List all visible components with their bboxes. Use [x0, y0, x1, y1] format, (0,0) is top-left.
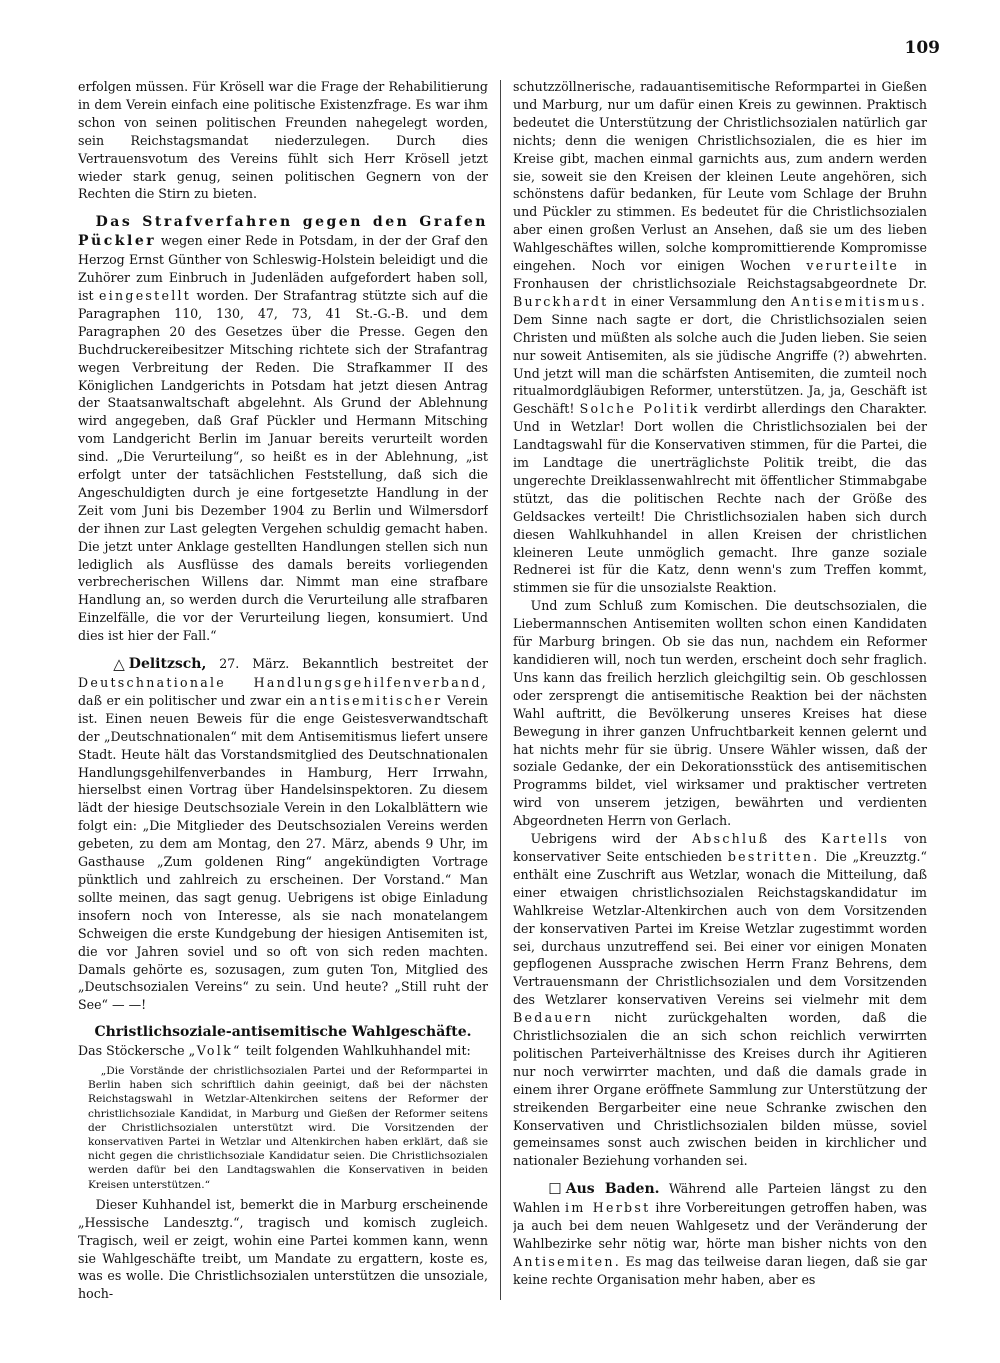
- article-wahlgeschaefte-text-b: teilt folgenden Wahlkuhhandel mit:: [245, 1043, 471, 1059]
- square-icon: ☐: [548, 1180, 562, 1199]
- article-wahlgeschaefte-quote: „Die Vorstände der christlichsozialen Partei und der Reformpartei in Berlin haben sich schriftlich dahin geeinigt, daß bei der nächsten Reichstagswahl in Wetzlar-Altenkirchen seitens der Reformer der christlichsoziale Kandidat, in Marburg und Gießen der Reformer seitens der Christlichsozialen unterstützt wird. Die Vorsitzenden der konservativen Partei in Wetzlar und Altenkirchen haben erklärt, daß sie nicht gegen die christlichsoziale Kandidatur seien. Die Christlichsozialen werden dafür bei den Landtagswahlen die Konservativen in beiden Kreisen unterstützen.“: [88, 1065, 488, 1191]
- baden-text-c: Es mag das teilweise daran liegen, daß sie gar keine rechte Organisation mehr haben, aber es: [513, 1253, 927, 1287]
- continued-text-c: in einer Versammlung den: [613, 293, 786, 309]
- baden-text-a: Während alle Parteien längst zu den Wahlen: [513, 1181, 927, 1216]
- article-wahlgeschaefte-body: Dieser Kuhhandel ist, bemerkt die in Marburg erscheinende „Hessische Landesztg.“, tragisch und komisch zugleich. Tragisch, weil er zeigt, wohin eine Partei kommen kann, wenn sie Wahlgeschäfte treibt, um Mandate zu ergattern, koste es, was es wolle. Die Christlichsozialen unterstützen die unsoziale, hoch-: [78, 1196, 488, 1302]
- baden-text-b: ihre Vorbereitungen getroffen haben, was ja auch bei dem neuen Wahlgesetz und der Veränderung der Wahlbezirke sehr nötig war, hörte man bisher nichts von den: [513, 1200, 927, 1251]
- article-wahlgeschaefte-spaced: „Volk“: [188, 1043, 242, 1059]
- article-kroesell-end: erfolgen müssen. Für Krösell war die Frage der Rehabilitierung in dem Verein einfach eine politische Existenzfrage. Es war ihm schon von seinen politischen Freunden nahegelegt worden, sein Reichstagsmandat niederzulegen. Durch dies Vertrauensvotum des Vereins fühlt sich Herr Krösell jetzt wieder stark genug, seinen politischen Gegnern von der Rechten die Stirn zu bieten.: [78, 79, 488, 202]
- continued-text-e: verdirbt allerdings den Charakter. Und in Wetzlar! Dort wollen die Christlichsozialen bei der Landtagswahl für die Konservativen stimmen, für die Partei, die im Landtage die unerträglichste Politik treibt, die das ungerechte Dreiklassenwahlrecht mit öffentlicher Stimmabgabe stützt, das die politischen Rechte nach der Größe des Geldsackes verteilt! Die Christlichsozialen haben sich durch diesen Wahlkuhhandel in allen Kreisen der christlichen kleineren Leute unmöglich gemacht. Ihre ganze soziale Rednerei ist für die Katz, denn wenn's zum Treffen kommt, stimmen sie für die unsozialste Reaktion.: [513, 401, 927, 596]
- baden-spaced-a: im Herbst: [565, 1200, 651, 1216]
- article-baden: [513, 1180, 927, 1288]
- kartell-text-e: nicht zurückgehalten worden, daß die Christlichsozialen die an sich schon reichlich verwirrten politischen Parteiverhältnisse des Kreises durch ihr Agitieren nur noch verwirrter machten, und daß die damals grade in einem ihrer Organe eröffnete Sammlung zur Unterstützung der streikenden Bergarbeiter eine neue Schranke zwischen den Konservativen und Christlichsozialen bilden müsse, soviel gemeinsames sonst auch zwischen beiden in kirchlicher und nationaler Beziehung vorhanden sei.: [513, 1010, 927, 1169]
- article-delitzsch-spaced-b: antisemitischer: [309, 692, 443, 708]
- article-baden-headline: Aus Baden.: [565, 1181, 660, 1198]
- article-delitzsch-text-b: daß er ein politischer und zwar ein: [78, 692, 306, 708]
- article-pueckler-spaced: eingestellt: [98, 287, 192, 303]
- article-delitzsch-text-a: Bekanntlich bestreitet der: [302, 656, 488, 672]
- kartell-text-a: Uebrigens wird der: [530, 831, 678, 847]
- kartell-spaced-d: Bedauern: [513, 1010, 594, 1026]
- continued-spaced-b: Burckhardt: [513, 293, 609, 309]
- article-delitzsch-date: 27. März.: [219, 656, 290, 672]
- continued-spaced-c: Antisemitismus.: [790, 293, 927, 309]
- article-kartell: [513, 830, 927, 1170]
- article-pueckler: [78, 213, 488, 645]
- continued-spaced-d: Solche Politik: [579, 401, 700, 417]
- continued-text-b: in Fronhausen der christlichsoziale Reichstagsabgeordnete Dr.: [513, 258, 927, 291]
- page-number: 109: [904, 38, 940, 58]
- triangle-icon: △: [113, 655, 125, 674]
- continued-spaced-a: verurteilte: [806, 258, 900, 274]
- article-wahlgeschaefte-intro: [78, 1042, 488, 1060]
- kartell-spaced-a: Abschluß: [691, 831, 770, 847]
- column-divider: [500, 80, 501, 1300]
- baden-spaced-b: Antisemiten.: [513, 1253, 622, 1269]
- right-column: [513, 78, 927, 1318]
- article-wahlgeschaefte-headline: Christlichsoziale-antisemitische Wahlgeschäfte.: [94, 1024, 472, 1041]
- article-delitzsch-headline: Delitzsch,: [128, 656, 207, 673]
- kartell-text-b: des: [784, 831, 807, 847]
- article-delitzsch-text-c: Verein ist. Einen neuen Beweis für die enge Geistesverwandtschaft der „Deutschnationalen“ mit dem Antisemitismus liefert unsere Stadt. Heute hält das Vorstandsmitglied des Deutschnationalen Handlungsgehilfenverbandes in Hamburg, Herr Irrwahn, hierselbst einen Vortrag über Handelsinspektoren. Zu diesem lädt der hiesige Deutschsoziale Verein in den Lokalblättern wie folgt ein: „Die Mitglieder des Deutschsozialen Vereins werden gebeten, zu dem am Montag, den 27. März, abends 9 Uhr, im Gasthause „Zum goldenen Ring“ angekündigten Vortrage pünktlich und zahlreich zu erscheinen. Der Vorstand.“ Man sollte meinen, das sagt genug. Uebrigens ist obige Einladung insofern noch von Interesse, als sie nach monatelangem Schweigen die erste Kundgebung der hiesigen Antisemiten ist, die vor Jahren soviel und so oft von sich reden machten. Damals gehörte es, sozusagen, zum guten Ton, Mitglied des „Deutschsozialen Vereins“ zu sein. Und heute? „Still ruht der See“ — —!: [78, 692, 488, 1013]
- kartell-spaced-c: bestritten.: [727, 848, 820, 864]
- article-wahlgeschaefte-continued: [513, 78, 927, 597]
- continued-text-d: Dem Sinne nach sagte er dort, die Christlichsozialen seien Christen und müßten als solche auch die Juden lieben. Sie seien nur soweit Antisemiten, als sie jüdische Angriffe (?) abwehrten. Und jetzt will man die schärfsten Antisemiten, die zumteil noch ritualmordgläubigen Reformer, unterstützen. Ja, ja, Geschäft ist Geschäft!: [513, 311, 927, 417]
- article-pueckler-headline: Das Strafverfahren gegen den Grafen Pückler: [78, 214, 488, 250]
- article-wahlgeschaefte-text-a: Das Stöckersche: [78, 1043, 185, 1059]
- article-komisch: Und zum Schluß zum Komischen. Die deutschsozialen, die Liebermannschen Antisemiten wollten schon einen Kandidaten für Marburg bringen. Ob sie das nun, nachdem ein Reformer kandidieren will, noch tun werden, erscheint doch sehr fraglich. Uns kann das freilich herzlich gleichgiltig sein. Ob geschlossen oder zersprengt die antisemitische Reaktion bei der nächsten Wahl auftritt, die Bevölkerung unseres Kreises hat diese Bewegung in ihrer ganzen Unfruchtbarkeit kennen gelernt und hat nichts mehr für sie übrig. Unsere Wähler wissen, daß der soziale Gedanke, der ein Dekorationsstück des antisemitischen Programms bildet, viel wirksamer und praktischer vertreten wird von unserem jetzigen, bewährten und verdienten Abgeordneten Herrn von Gerlach.: [513, 598, 927, 829]
- article-delitzsch-spaced-a: Deutschnationale Handlungsgehilfenverband,: [78, 675, 488, 690]
- article-pueckler-text-a: wegen einer Rede in Potsdam, in der der Graf den Herzog Ernst Günther von Schleswig-Holstein beleidigt und die Zuhörer zum Einbruch in Judenläden aufgefordert haben soll, ist: [78, 233, 488, 303]
- left-column: [78, 78, 488, 1318]
- article-delitzsch: [78, 655, 488, 1014]
- kartell-text-d: Die „Kreuzztg.“ enthält eine Zuschrift aus Wetzlar, wonach die Mitteilung, daß einer etwaigen christlichsozialen Reichstagskandidatur im Wahlkreise Wetzlar-Altenkirchen auch von dem Vorsitzenden der konservativen Partei im Kreise Wetzlar zugestimmt worden sei, durchaus unzutreffend sei. Bei einer vor einigen Monaten gepflogenen Aussprache zwischen Herrn Franz Behrens, dem Vertrauensmann der Christlichsozialen und dem Vorsitzenden des Wetzlarer konservativen Vereins sei vielmehr mit dem: [513, 848, 927, 1008]
- continued-text-a: schutzzöllnerische, radauantisemitische Reformpartei in Gießen und Marburg, nur um dafür einen Kreis zu gewinnen. Praktisch bedeutet die Unterstützung der Christlichsozialen natürlich gar nichts; denn die wenigen Christlichsozialen, die es hier im Kreise gibt, machen einmal garnichts aus, zum andern werden sie, soweit sie den Kreisen der kleinen Leute angehören, sich schönstens dafür bedanken, für Leute vom Schlage der Bruhn und Pückler zu stimmen. Es bedeutet für die Christlichsozialen aber einen großen Verlust an Ansehen, daß sie um des lieben Wahlgeschäftes willen, solche kompromittierende Kompromisse eingehen. Noch vor einigen Wochen: [513, 79, 927, 274]
- article-pueckler-text-b: worden. Der Strafantrag stützte sich auf die Paragraphen 110, 130, 47, 73, 41 St.-G.-B. und dem Paragraphen 20 des Gesetzes über die Presse. Gegen den Buchdruckereibesitzer Mitsching richtete sich der Strafantrag wegen Verbreitung der Reden. Die Strafkammer II des Königlichen Landgerichts in Potsdam hat jetzt diesen Antrag der Staatsanwaltschaft abgelehnt. Als Grund der Ablehnung wird angegeben, daß Graf Pückler und Hermann Mitsching vom Landgericht Berlin im Januar bereits verurteilt worden sind. „Die Verurteilung“, so heißt es in der Ablehnung, „ist erfolgt unter der tatsächlichen Feststellung, daß sich die Angeschuldigten durch je eine fortgesetzte Handlung in der Zeit vom Juni bis Dezember 1904 zu Berlin und Wilmersdorf der ihnen zur Last gelegten Vergehen schuldig gemacht haben. Die jetzt unter Anklage gestellten Handlungen stellen sich nun lediglich als Ausflüsse des damals bereits vorliegenden verbrecherischen Willens dar. Nimmt man eine strafbare Handlung an, so werden durch die Verurteilung alle strafbaren Einzelfälle, die vor der Verurteilung liegen, konsumiert. Und dies ist hier der Fall.“: [78, 287, 488, 644]
- kartell-spaced-b: Kartells: [821, 831, 890, 847]
- kartell-text-c: von konservativer Seite entschieden: [513, 831, 927, 864]
